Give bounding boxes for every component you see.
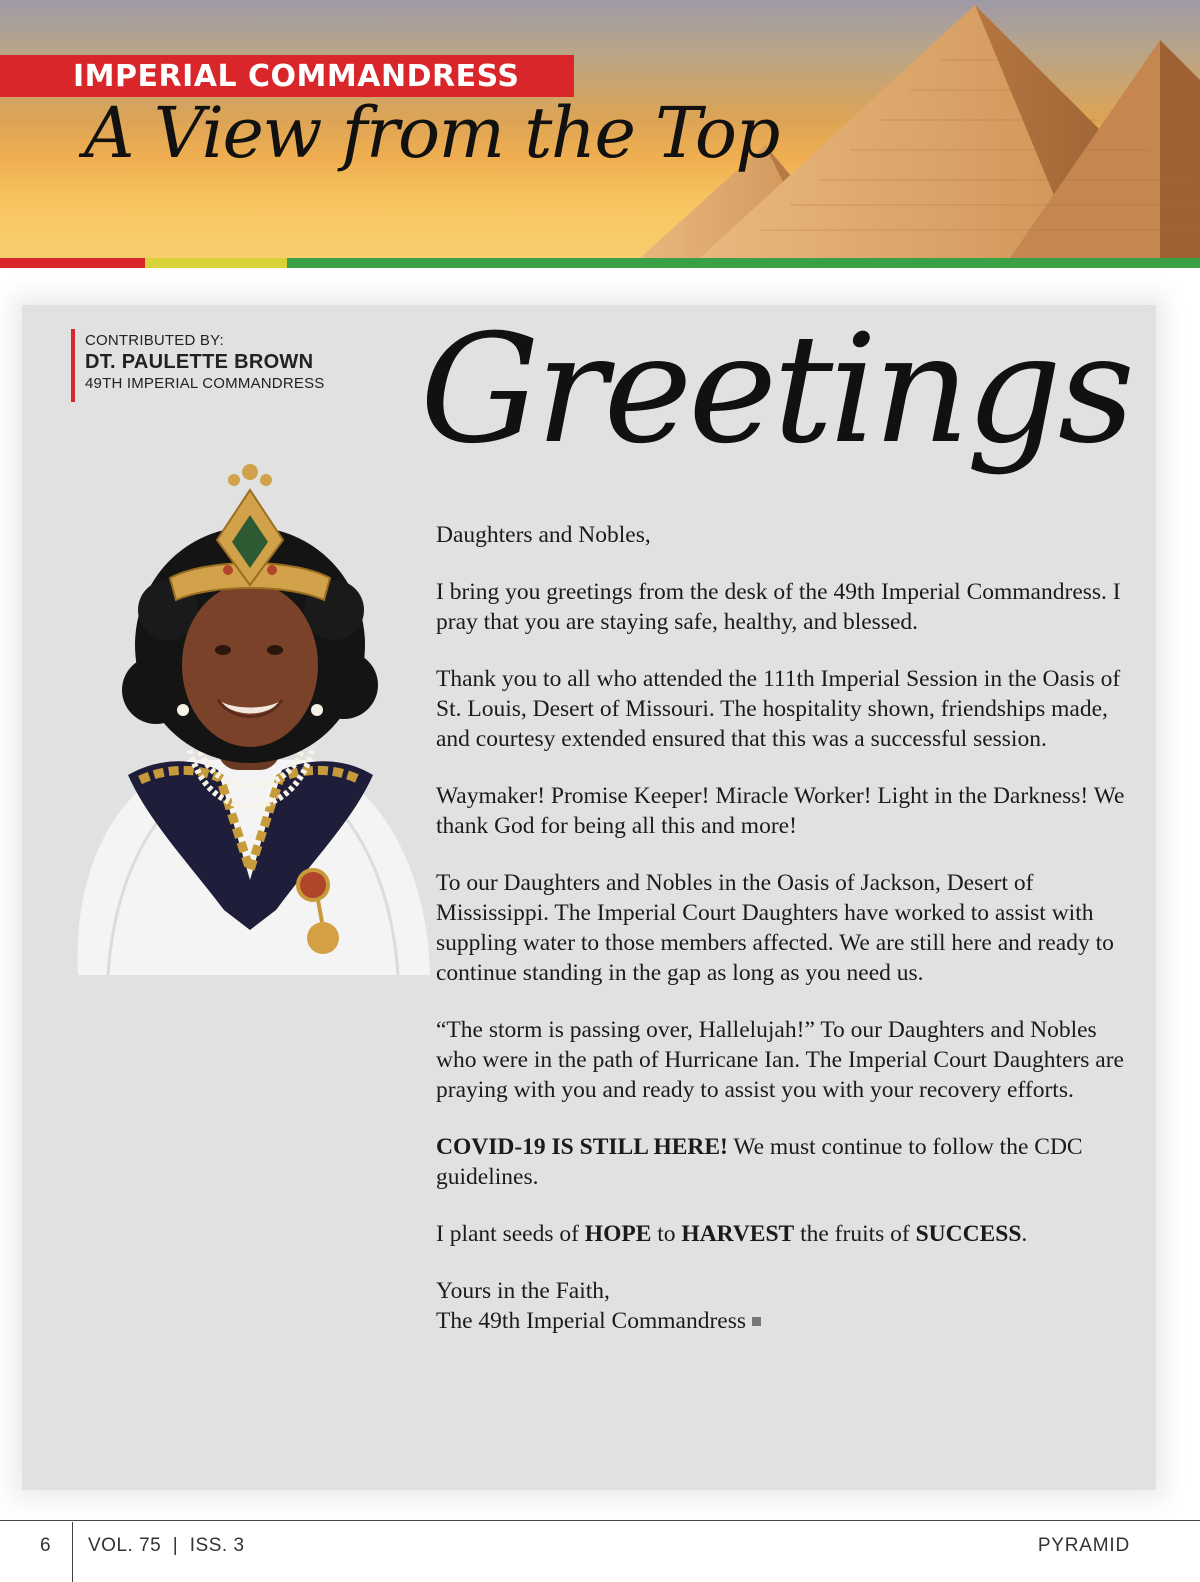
section-label (0, 55, 574, 97)
header-banner (0, 0, 1200, 258)
covid-alert: COVID-19 IS STILL HERE! (436, 1134, 728, 1160)
greetings-heading: Greetings (420, 303, 1131, 477)
square-end-mark-icon (752, 1317, 761, 1326)
letter-body (436, 520, 1126, 1336)
seeds-text: the fruits of (794, 1221, 916, 1247)
magazine-name: PYRAMID (1037, 1535, 1130, 1556)
success-word: SUCCESS (915, 1221, 1022, 1247)
hope-word: HOPE (584, 1221, 652, 1247)
letter-closing: Yours in the Faith, (436, 1278, 610, 1304)
contributor-role: 49TH IMPERIAL COMMANDRESS (85, 375, 325, 392)
letter-signoff (436, 1276, 1126, 1336)
portrait-photo (68, 460, 433, 985)
page-number: 6 (40, 1535, 51, 1556)
accent-strip-green (287, 258, 1200, 268)
letter-paragraph: Waymaker! Promise Keeper! Miracle Worker! Light in the Darkness! We thank God for being all this and more! (436, 783, 1125, 839)
letter-paragraph: Thank you to all who attended the 111th Imperial Session in the Oasis of St. Louis, Desert of Missouri. The hospitality shown, friendships made, and courtesy extended ensured that this was a successful session. (436, 666, 1121, 752)
letter-paragraph-covid (436, 1132, 1126, 1192)
letter-signature: The 49th Imperial Commandress (436, 1308, 746, 1334)
page-title: A View from the Top (84, 92, 779, 174)
letter-paragraph: To our Daughters and Nobles in the Oasis of Jackson, Desert of Mississippi. The Imperial Court Daughters have worked to assist with suppling water to those members affected. We are still here and ready to continue standing in the gap as long as you need us. (436, 870, 1114, 986)
seeds-text: to (651, 1221, 682, 1247)
footer-rule (0, 1520, 1200, 1521)
harvest-word: HARVEST (681, 1221, 795, 1247)
contributor-label: CONTRIBUTED BY: (85, 332, 224, 349)
seeds-text: . (1021, 1221, 1028, 1247)
letter-salutation: Daughters and Nobles, (436, 522, 651, 548)
contributor-name: DT. PAULETTE BROWN (85, 351, 314, 373)
letter-paragraph: “The storm is passing over, Hallelujah!” To our Daughters and Nobles who were in the path of Hurricane Ian. The Imperial Court Daughters are praying with you and ready to assist you with your recovery efforts. (436, 1017, 1124, 1103)
section-label-text: IMPERIAL COMMANDRESS (73, 58, 520, 94)
footer-divider (72, 1522, 73, 1582)
issue-info: VOL. 75 | ISS. 3 (88, 1535, 245, 1556)
letter-paragraph-seeds (436, 1219, 1126, 1249)
letter-paragraph: I bring you greetings from the desk of the 49th Imperial Commandress. I pray that you are staying safe, healthy, and blessed. (436, 579, 1121, 635)
accent-strip-yellow (145, 258, 287, 268)
contributor-byline (71, 329, 325, 402)
seeds-text: I plant seeds of (436, 1221, 585, 1247)
covid-text: We must continue to follow the CDC guidelines. (436, 1134, 1083, 1190)
accent-strip-red (0, 258, 145, 268)
